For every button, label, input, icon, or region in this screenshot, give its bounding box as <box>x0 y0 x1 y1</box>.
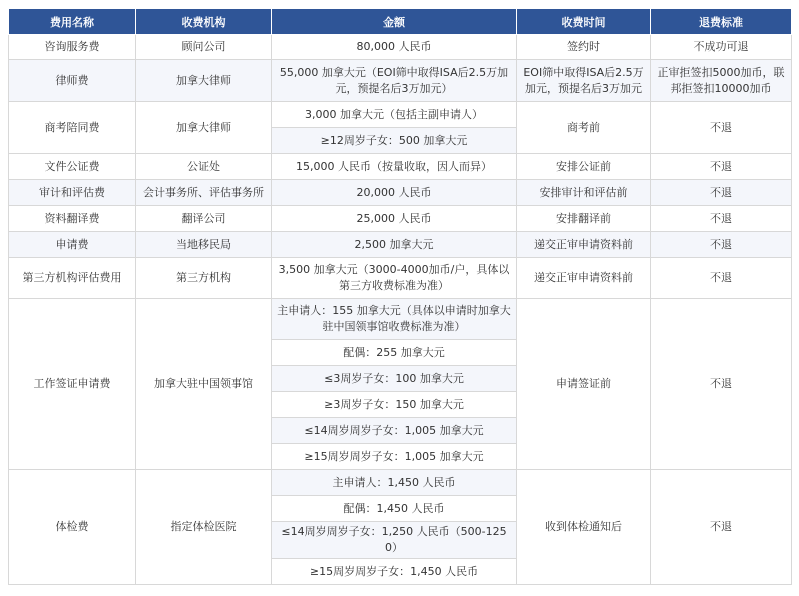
fee-org-cell: 加拿大驻中国领事馆 <box>136 299 272 470</box>
fee-org-cell: 加拿大律师 <box>136 102 272 154</box>
amount-cell: ≥3周岁子女：150 加拿大元 <box>272 392 517 418</box>
pay-time-cell: EOI筛中取得ISA后2.5万加元，预提名后3万加元 <box>517 60 651 102</box>
refund-cell: 不退 <box>651 102 792 154</box>
header-fee-name: 费用名称 <box>9 9 136 35</box>
fee-name-cell: 商考陪同费 <box>9 102 136 154</box>
amount-cell: ≥15周岁周岁子女：1,005 加拿大元 <box>272 444 517 470</box>
refund-cell: 不退 <box>651 154 792 180</box>
table-header-row <box>9 9 792 35</box>
amount-cell: 3,000 加拿大元（包括主副申请人） <box>272 102 517 128</box>
amount-cell: 20,000 人民币 <box>272 180 517 206</box>
fee-name-cell: 工作签证申请费 <box>9 299 136 470</box>
fee-org-cell: 当地移民局 <box>136 232 272 258</box>
table-row <box>9 299 792 340</box>
table-row <box>9 102 792 128</box>
pay-time-cell: 递交正审申请资料前 <box>517 258 651 299</box>
amount-cell: 主申请人：155 加拿大元（具体以申请时加拿大驻中国领事馆收费标准为准） <box>272 299 517 340</box>
pay-time-cell: 递交正审申请资料前 <box>517 232 651 258</box>
table-row <box>9 470 792 496</box>
amount-cell: ≤14周岁周岁子女：1,250 人民币（500-1250） <box>272 522 517 559</box>
table-row <box>9 35 792 60</box>
amount-cell: 配偶：255 加拿大元 <box>272 340 517 366</box>
header-amount: 金额 <box>272 9 517 35</box>
table-row <box>9 154 792 180</box>
pay-time-cell: 安排审计和评估前 <box>517 180 651 206</box>
fee-name-cell: 咨询服务费 <box>9 35 136 60</box>
pay-time-cell: 商考前 <box>517 102 651 154</box>
fee-org-cell: 会计事务所、评估事务所 <box>136 180 272 206</box>
fee-org-cell: 第三方机构 <box>136 258 272 299</box>
refund-cell: 不退 <box>651 206 792 232</box>
header-refund: 退费标准 <box>651 9 792 35</box>
table-row <box>9 206 792 232</box>
fee-org-cell: 指定体检医院 <box>136 470 272 585</box>
fee-name-cell: 资料翻译费 <box>9 206 136 232</box>
amount-cell: 15,000 人民币（按量收取，因人而异） <box>272 154 517 180</box>
fee-name-cell: 律师费 <box>9 60 136 102</box>
fee-name-cell: 审计和评估费 <box>9 180 136 206</box>
refund-cell: 不退 <box>651 299 792 470</box>
refund-cell: 不成功可退 <box>651 35 792 60</box>
fee-name-cell: 第三方机构评估费用 <box>9 258 136 299</box>
amount-cell: ≤14周岁周岁子女：1,005 加拿大元 <box>272 418 517 444</box>
pay-time-cell: 安排公证前 <box>517 154 651 180</box>
pay-time-cell: 签约时 <box>517 35 651 60</box>
table-row <box>9 232 792 258</box>
fee-table <box>8 8 792 585</box>
table-row <box>9 180 792 206</box>
pay-time-cell: 申请签证前 <box>517 299 651 470</box>
table-row <box>9 258 792 299</box>
amount-cell: 55,000 加拿大元（EOI筛中取得ISA后2.5万加元，预提名后3万加元） <box>272 60 517 102</box>
refund-cell: 不退 <box>651 232 792 258</box>
amount-cell: 80,000 人民币 <box>272 35 517 60</box>
amount-cell: ≥15周岁周岁子女：1,450 人民币 <box>272 559 517 585</box>
fee-org-cell: 加拿大律师 <box>136 60 272 102</box>
fee-org-cell: 翻译公司 <box>136 206 272 232</box>
amount-cell: 2,500 加拿大元 <box>272 232 517 258</box>
amount-cell: 配偶：1,450 人民币 <box>272 496 517 522</box>
header-fee-org: 收费机构 <box>136 9 272 35</box>
fee-name-cell: 文件公证费 <box>9 154 136 180</box>
amount-cell: 25,000 人民币 <box>272 206 517 232</box>
header-pay-time: 收费时间 <box>517 9 651 35</box>
fee-org-cell: 公证处 <box>136 154 272 180</box>
pay-time-cell: 收到体检通知后 <box>517 470 651 585</box>
refund-cell: 正审拒签扣5000加币，联邦拒签扣10000加币 <box>651 60 792 102</box>
fee-table-container <box>8 8 792 585</box>
refund-cell: 不退 <box>651 180 792 206</box>
amount-cell: 3,500 加拿大元（3000-4000加币/户，具体以第三方收费标准为准） <box>272 258 517 299</box>
pay-time-cell: 安排翻译前 <box>517 206 651 232</box>
refund-cell: 不退 <box>651 470 792 585</box>
fee-name-cell: 申请费 <box>9 232 136 258</box>
table-row <box>9 60 792 102</box>
fee-name-cell: 体检费 <box>9 470 136 585</box>
amount-cell: ≥12周岁子女：500 加拿大元 <box>272 128 517 154</box>
amount-cell: ≤3周岁子女：100 加拿大元 <box>272 366 517 392</box>
refund-cell: 不退 <box>651 258 792 299</box>
fee-org-cell: 顾问公司 <box>136 35 272 60</box>
amount-cell: 主申请人：1,450 人民币 <box>272 470 517 496</box>
